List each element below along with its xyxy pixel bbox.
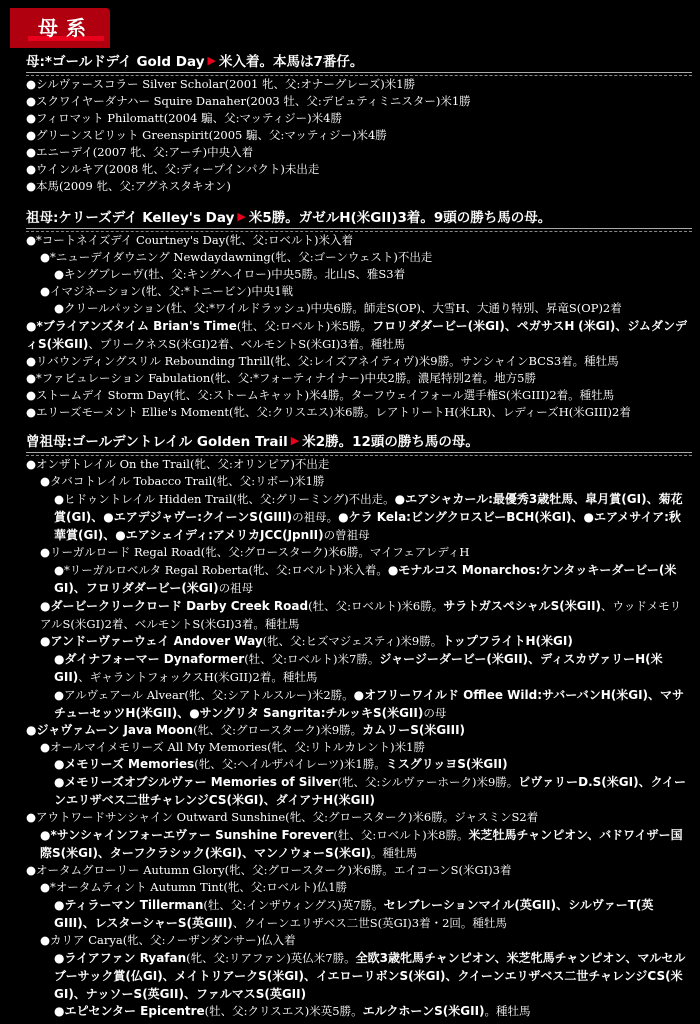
list-item: ●カリア Carya(牝、父:ノーザンダンサー)仏入着 bbox=[40, 933, 296, 947]
list-item: ●*ファビュレーション Fabulation(牝、父:*フォーティナイナー)中央2勝。濃尾特別2着。地方5勝 bbox=[26, 371, 536, 385]
granddam-heading bbox=[26, 204, 692, 229]
list-item: ●シルヴァースコラー Silver Scholar(2001 牝、父:オナーグレーズ)米1勝 bbox=[26, 77, 416, 91]
list-item: ●*ブライアンズタイム Brian's Time(牡、父:ロベルト)米5勝。フロリダダービー(米GI)、ペガサスH (米GI)、ジムダンディS(米GII)、プリークネスS(米GI)2着、ベルモントS(米GI)3着。種牡馬 bbox=[26, 319, 688, 351]
heading-title: 曾祖母:ゴールデントレイル Golden Trail bbox=[26, 434, 288, 450]
list-item: ●ウインルキア(2008 牝、父:ディープインパクト)未出走 bbox=[26, 162, 320, 176]
list-item: ●本馬(2009 牝、父:アグネスタキオン) bbox=[26, 179, 231, 193]
list-item: ●グリーンスピリット Greenspirit(2005 騸、父:マッティジー)米4勝 bbox=[26, 128, 387, 142]
great-granddam-heading bbox=[26, 428, 692, 453]
list-item: ●ジャヴァムーン Java Moon(牝、父:グロースターク)米9勝。カムリーS(米GIII) bbox=[26, 723, 466, 737]
list-item: ●エリーズモーメント Ellie's Moment(牝、父:クリスエス)米6勝。レアトリートH(米LR)、レディーズH(米GIII)2着 bbox=[26, 405, 631, 419]
heading-title: 祖母:ケリーズデイ Kelley's Day bbox=[26, 210, 235, 226]
heading-note: 米2勝。12頭の勝ち馬の母。 bbox=[302, 434, 479, 450]
list-item: ●タバコトレイル Tobacco Trail(牝、父:リボー)米1勝 bbox=[40, 474, 325, 488]
list-item: ●*コートネイズデイ Courtney's Day(牝、父:ロベルト)米入着 bbox=[26, 233, 354, 247]
dam-heading bbox=[26, 48, 692, 73]
list-item: ●*オータムティント Autumn Tint(牝、父:ロベルト)仏1勝 bbox=[40, 880, 348, 894]
list-item: ●ティラーマン Tillerman(牡、父:インザウィングス)英7勝。セレブレーションマイル(英GII)、シルヴァーT(英GIII)、レスターシャーS(英GIII)、クイーンエリザベス二世S(英GI)3着・2回。種牡馬 bbox=[54, 898, 654, 930]
heading-title: 母:*ゴールドデイ Gold Day bbox=[26, 54, 205, 70]
list-item: ●リバウンディングスリル Rebounding Thrill(牝、父:レイズアネイティヴ)米9勝。サンシャインBCS3着。種牡馬 bbox=[26, 354, 619, 368]
list-item: ●ヒドゥントレイル Hidden Trail(牝、父:グリーミング)不出走。●エアシャカール:最優秀3歳牡馬、皐月賞(GI)、菊花賞(GI)、●エアデジャヴー:クイーンS(GIII)の祖母。●ケラ Kela:ビングクロスビーBCH(米GI)、●エアメサイア:秋華賞(GI)、●エアシェイディ:アメリカJCC(JpnII)の曾祖母 bbox=[54, 492, 683, 542]
list-item: ●メモリーズオブシルヴァー Memories of Silver(牝、父:シルヴァーホーク)米9勝。ビヴァリーD.S(米GI)、クイーンエリザベス二世チャレンジCS(米GI)、ダイアナH(米GII) bbox=[54, 775, 686, 807]
dam-section bbox=[26, 48, 692, 195]
list-item: ●ストームデイ Storm Day(牝、父:ストームキャット)米4勝。ターフウェイフォール選手権S(米GIII)2着。種牡馬 bbox=[26, 388, 615, 402]
list-item: ●*サンシャインフォーエヴァー Sunshine Forever(牡、父:ロベルト)米8勝。米芝牡馬チャンピオン、バドワイザー国際S(米GI)、ターフクラシック(米GI)、マンノウォーS(米GI)。種牡馬 bbox=[40, 828, 683, 860]
heading-note: 米入着。本馬は7番仔。 bbox=[218, 54, 364, 70]
list-item: ●アウトワードサンシャイン Outward Sunshine(牝、父:グロースターク)米6勝。ジャスミンS2着 bbox=[26, 810, 539, 824]
list-item: ●ライアファン Ryafan(牝、父:リアファン)英仏米7勝。全欧3歳牝馬チャンピオン、米芝牝馬チャンピオン、マルセルブーサック賞(仏GI)、メイトリアークS(米GI)、イエローリボンS(米GI)、クイーンエリザベス二世チャレンジCS(米GI)、ナッソーS(英GII)、ファルマスS(英GII) bbox=[54, 951, 686, 1001]
heading-note: 米5勝。ガゼルH(米GII)3着。9頭の勝ち馬の母。 bbox=[248, 210, 552, 226]
list-item: ●アルヴェアール Alvear(牝、父:シアトルスルー)米2勝。●オフリーワイルド Offlee Wild:サバーバンH(米GI)、マサチューセッツH(米GII)、●サングリタ Sangrita:チルッキS(米GII)の母 bbox=[54, 688, 685, 720]
list-item: ●キングブレーヴ(牡、父:キングヘイロー)中央5勝。北山S、雅S3着 bbox=[54, 267, 406, 281]
great-granddam-section bbox=[26, 428, 692, 1020]
list-item: ●スクワイヤーダナハー Squire Danaher(2003 牡、父:デピュティミニスター)米1勝 bbox=[26, 94, 471, 108]
list-item: ●エニーデイ(2007 牝、父:アーチ)中央入着 bbox=[26, 145, 254, 159]
page-title: 母系 bbox=[38, 16, 94, 40]
list-item: ●メモリーズ Memories(牝、父:ヘイルザパイレーツ)米1勝。ミスグリッヨS(米GII) bbox=[54, 757, 508, 771]
list-item: ●*ニューデイダウニング Newdaydawning(牝、父:ゴーンウェスト)不出走 bbox=[40, 250, 433, 264]
arrow-icon: ▶ bbox=[290, 433, 300, 447]
list-item: ●イマジネーション(牝、父:*トニービン)中央1戦 bbox=[40, 284, 294, 298]
list-item: ●エピセンター Epicentre(牡、父:クリスエス)米英5勝。エルクホーンS(米GII)。種牡馬 bbox=[54, 1004, 531, 1018]
list-item: ●ダイナフォーマー Dynaformer(牡、父:ロベルト)米7勝。ジャージーダービー(米GII)、ディスカヴァリーH(米GII)、ギャラントフォックスH(米GII)2着。種牡馬 bbox=[54, 652, 663, 684]
list-item: ●リーガルロード Regal Road(牝、父:グロースターク)米6勝。マイフェアレディH bbox=[40, 545, 470, 559]
list-item: ●ダービークリークロード Darby Creek Road(牡、父:ロベルト)米6勝。サラトガスペシャルS(米GII)、ウッドメモリアルS(米GI)2着、ベルモントS(米GI)3着。種牡馬 bbox=[40, 599, 682, 631]
list-item: ●アンドーヴァーウェイ Andover Way(牝、父:ヒズマジェスティ)米9勝。トップフライトH(米GI) bbox=[40, 634, 573, 648]
list-item: ●クリールパッション(牡、父:*ワイルドラッシュ)中央6勝。師走S(OP)、大雪H、大通り特別、昇竜S(OP)2着 bbox=[54, 301, 622, 315]
list-item: ●オールマイメモリーズ All My Memories(牝、父:リトルカレント)米1勝 bbox=[40, 740, 425, 754]
list-item: ●*リーガルロベルタ Regal Roberta(牝、父:ロベルト)米入着。●モナルコス Monarchos:ケンタッキーダービー(米GI)、フロリダダービー(米GI)の祖母 bbox=[54, 563, 677, 595]
arrow-icon: ▶ bbox=[237, 209, 246, 223]
list-item: ●フィロマット Philomatt(2004 騸、父:マッティジー)米4勝 bbox=[26, 111, 342, 125]
granddam-section bbox=[26, 204, 692, 421]
list-item: ●オンザトレイル On the Trail(牝、父:オリンピア)不出走 bbox=[26, 457, 330, 471]
arrow-icon: ▶ bbox=[207, 53, 216, 67]
list-item: ●オータムグローリー Autumn Glory(牝、父:グロースターク)米6勝。エイコーンS(米GI)3着 bbox=[26, 863, 512, 877]
